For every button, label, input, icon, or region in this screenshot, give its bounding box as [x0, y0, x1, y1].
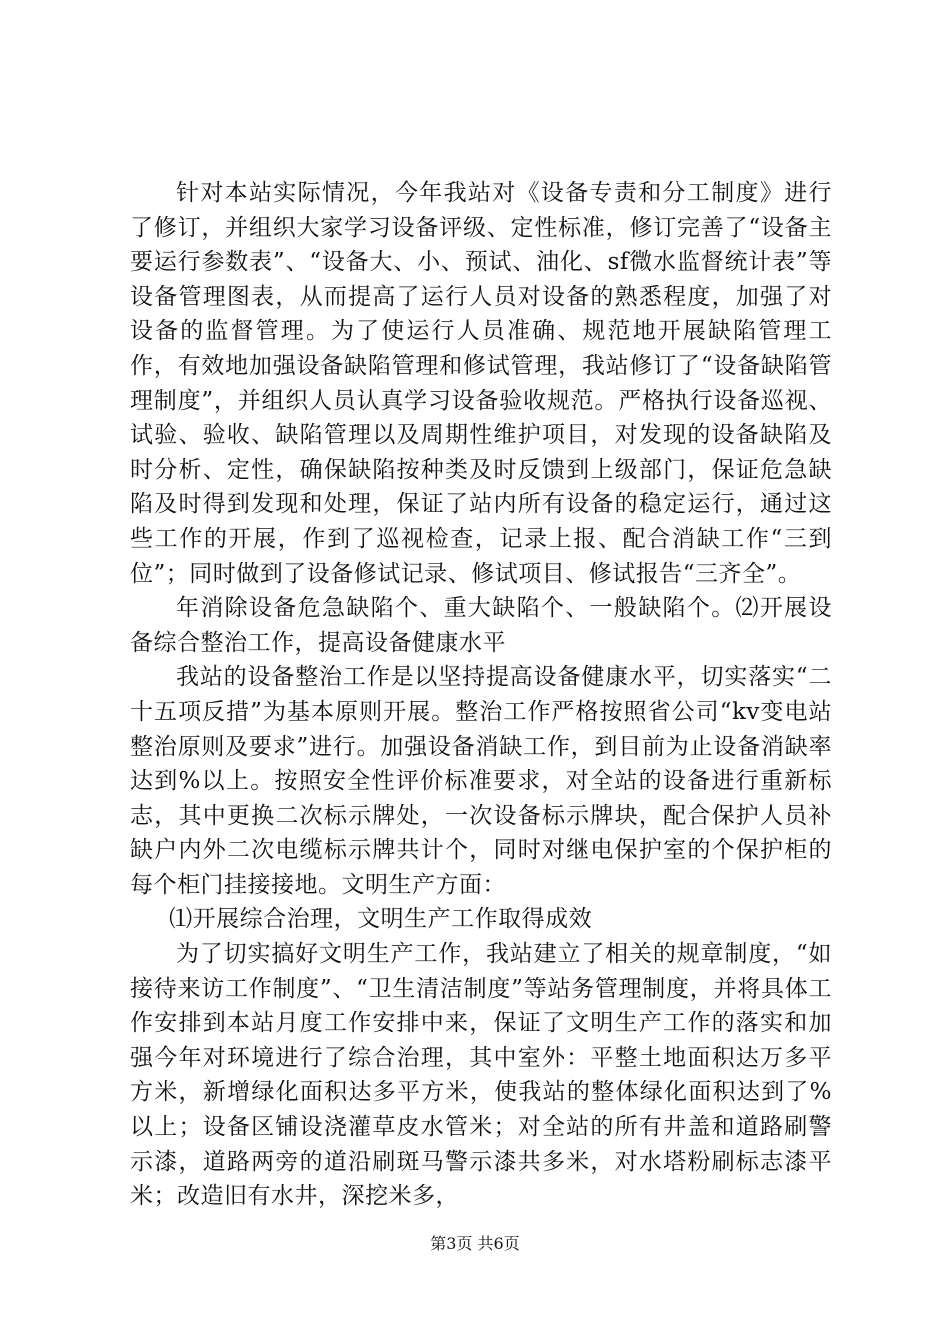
page-footer	[0, 1234, 950, 1254]
paragraph-equipment-management: 针对本站实际情况，今年我站对《设备专责和分工制度》进行了修订，并组织大家学习设备评级、定性标准，修订完善了“设备主要运行参数表”、“设备大、小、预试、油化、sf微水监督统计表”等设备管理图表，从而提高了运行人员对设备的熟悉程度，加强了对设备的监督管理。为了使运行人员准确、规范地开展缺陷管理工作，有效地加强设备缺陷管理和修试管理，我站修订了“设备缺陷管理制度”，并组织人员认真学习设备验收规范。严格执行设备巡视、试验、验收、缺陷管理以及周期性维护项目，对发现的设备缺陷及时分析、定性，确保缺陷按种类及时反馈到上级部门，保证危急缺陷及时得到发现和处理，保证了站内所有设备的稳定运行，通过这些工作的开展，作到了巡视检查，记录上报、配合消缺工作“三到位”；同时做到了设备修试记录、修试项目、修试报告“三齐全”。	[130, 180, 832, 587]
paragraph-equipment-rectification: 我站的设备整治工作是以坚持提高设备健康水平，切实落实“二十五项反措”为基本原则开展。整治工作严格按照省公司“kv变电站整治原则及要求”进行。加强设备消缺工作，到目前为止设备消缺率达到%以上。按照安全性评价标准要求，对全站的设备进行重新标志，其中更换二次标示牌处，一次设备标示牌块，配合保护人员补缺户内外二次电缆标示牌共计个，同时对继电保护室的个保护柜的每个柜门挂接接地。文明生产方面：	[130, 664, 832, 898]
section-heading-civilized-production: ⑴开展综合治理，文明生产工作取得成效	[169, 906, 593, 933]
page-number-label: 第3页 共6页	[430, 1234, 520, 1253]
paragraph-defect-statistics: 年消除设备危急缺陷个、重大缺陷个、一般缺陷个。⑵开展设备综合整治工作，提高设备健康水平	[130, 595, 832, 656]
paragraph-civilized-production: 为了切实搞好文明生产工作，我站建立了相关的规章制度，“如接待来访工作制度”、“卫生清洁制度”等站务管理制度，并将具体工作安排到本站月度工作安排中来，保证了文明生产工作的落实和加强今年对环境进行了综合治理，其中室外：平整土地面积达万多平方米，新增绿化面积达多平方米，使我站的整体绿化面积达到了%以上；设备区铺设浇灌草皮水管米；对全站的所有井盖和道路刷警示漆，道路两旁的道沿刷斑马警示漆共多米，对水塔粉刷标志漆平米；改造旧有水井，深挖米多，	[130, 941, 832, 1210]
document-body	[130, 176, 832, 1214]
